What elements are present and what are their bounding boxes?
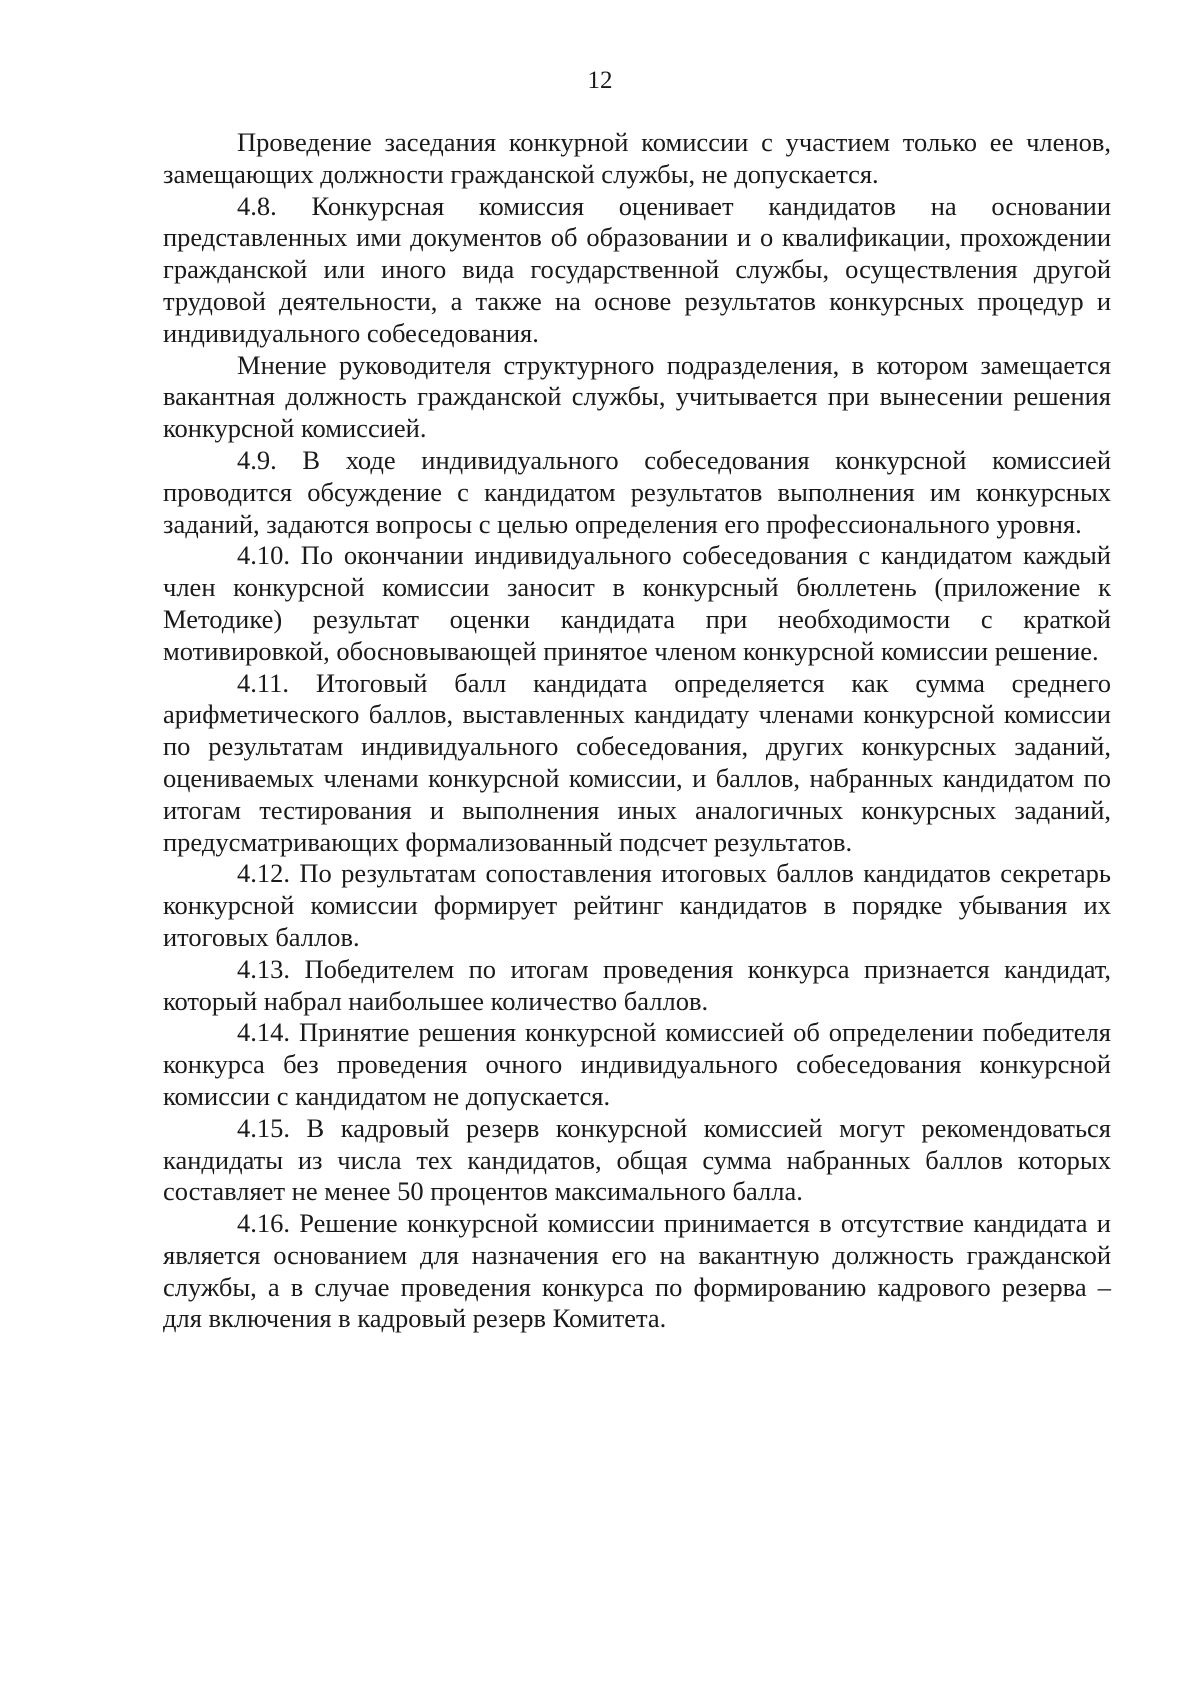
paragraph-4-11: 4.11. Итоговый балл кандидата определяется как сумма среднего арифметического баллов, выставленных кандидату членами конкурсной комиссии по результатам индивидуального собеседования, других конкурсных заданий, оцениваемых членами конкурсной комиссии, и баллов, набранных кандидатом по итогам тестирования и выполнения иных аналогичных конкурсных заданий, предусматривающих формализованный подсчет результатов. <box>163 667 1111 857</box>
document-body <box>163 127 1111 1335</box>
paragraph-4-16: 4.16. Решение конкурсной комиссии принимается в отсутствие кандидата и является основанием для назначения его на вакантную должность гражданской службы, а в случае проведения конкурса по формированию кадрового резерва – для включения в кадровый резерв Комитета. <box>163 1208 1111 1334</box>
paragraph-4-14: 4.14. Принятие решения конкурсной комиссией об определении победителя конкурса без проведения очного индивидуального собеседования конкурсной комиссии с кандидатом не допускается. <box>163 1017 1111 1111</box>
paragraph-department-head-opinion: Мнение руководителя структурного подразделения, в котором замещается вакантная должность гражданской службы, учитывается при вынесении решения конкурсной комиссией. <box>163 349 1111 444</box>
paragraph-4-12: 4.12. По результатам сопоставления итоговых баллов кандидатов секретарь конкурсной комиссии формирует рейтинг кандидатов в порядке убывания их итоговых баллов. <box>163 858 1111 952</box>
paragraph-4-9: 4.9. В ходе индивидуального собеседования конкурсной комиссией проводится обсуждение с кандидатом результатов выполнения им конкурсных заданий, задаются вопросы с целью определения его профессионального уровня. <box>163 444 1111 539</box>
paragraph-4-13: 4.13. Победителем по итогам проведения конкурса признается кандидат, который набрал наибольшее количество баллов. <box>163 953 1111 1016</box>
paragraph-4-10: 4.10. По окончании индивидуального собеседования с кандидатом каждый член конкурсной комиссии заносит в конкурсный бюллетень (приложение к Методике) результат оценки кандидата при необходимости с краткой мотивировкой, обосновывающей принятое членом конкурсной комиссии решение. <box>163 540 1111 666</box>
paragraph-4-15: 4.15. В кадровый резерв конкурсной комиссией могут рекомендоваться кандидаты из числа тех кандидатов, общая сумма набранных баллов которых составляет не менее 50 процентов максимального балла. <box>163 1112 1111 1207</box>
paragraph-4-8: 4.8. Конкурсная комиссия оценивает кандидатов на основании представленных ими документов об образовании и о квалификации, прохождении гражданской или иного вида государственной службы, осуществления другой трудовой деятельности, а также на основе результатов конкурсных процедур и индивидуального собеседования. <box>163 190 1111 348</box>
page-number: 12 <box>587 67 613 94</box>
paragraph-commission-quorum: Проведение заседания конкурной комиссии с участием только ее членов, замещающих должности гражданской службы, не допускается. <box>163 127 1111 189</box>
